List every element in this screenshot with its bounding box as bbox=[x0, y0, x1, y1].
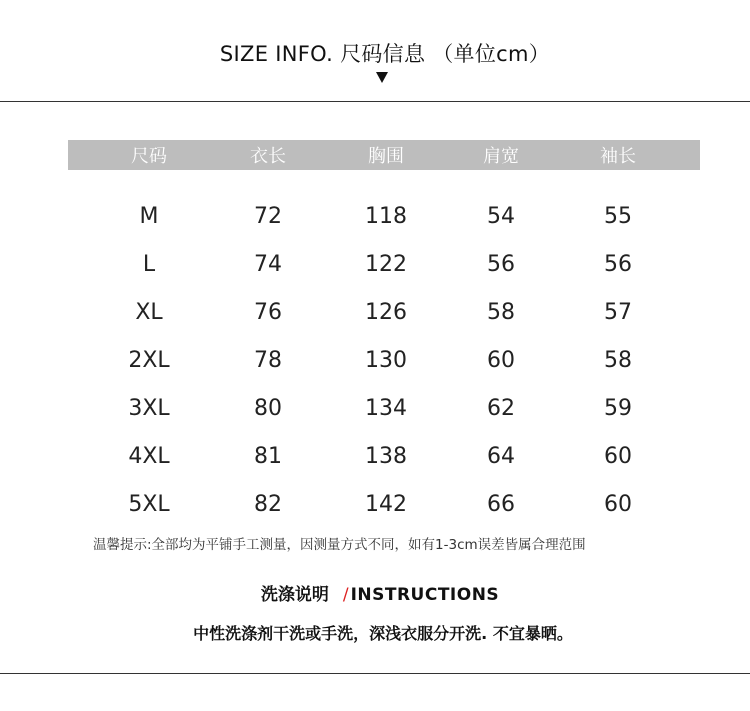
table-row bbox=[68, 192, 700, 240]
table-row bbox=[68, 384, 700, 432]
column-header-sleeve: 袖长 bbox=[600, 146, 636, 167]
size-cell: L bbox=[142, 251, 156, 277]
size-cell: M bbox=[139, 203, 159, 229]
shoulder-cell: 60 bbox=[487, 347, 515, 373]
shoulder-cell: 62 bbox=[487, 395, 515, 421]
shoulder-cell: 64 bbox=[487, 443, 515, 469]
chest-cell: 130 bbox=[365, 347, 407, 373]
washing-title-en: INSTRUCTIONS bbox=[350, 585, 500, 605]
sleeve-cell: 59 bbox=[604, 395, 632, 421]
washing-title bbox=[0, 580, 750, 605]
shoulder-cell: 56 bbox=[487, 251, 515, 277]
size-cell: 2XL bbox=[128, 347, 170, 373]
shoulder-cell: 58 bbox=[487, 299, 515, 325]
sleeve-cell: 57 bbox=[604, 299, 632, 325]
size-cell: XL bbox=[135, 299, 163, 325]
column-header-shoulder: 肩宽 bbox=[483, 146, 519, 167]
shoulder-cell: 54 bbox=[487, 203, 515, 229]
sleeve-cell: 58 bbox=[604, 347, 632, 373]
table-row bbox=[68, 336, 700, 384]
sleeve-cell: 55 bbox=[604, 203, 632, 229]
length-cell: 82 bbox=[254, 491, 282, 517]
length-cell: 80 bbox=[254, 395, 282, 421]
length-cell: 74 bbox=[254, 251, 282, 277]
size-cell: 5XL bbox=[128, 491, 170, 517]
washing-instructions: 中性洗涤剂干洗或手洗，深浅衣服分开洗. 不宜暴晒。 bbox=[193, 624, 573, 643]
size-table-header bbox=[68, 140, 700, 170]
bottom-divider bbox=[0, 673, 750, 674]
length-cell: 76 bbox=[254, 299, 282, 325]
chest-cell: 126 bbox=[365, 299, 407, 325]
chest-cell: 138 bbox=[365, 443, 407, 469]
length-cell: 78 bbox=[254, 347, 282, 373]
down-arrow-icon bbox=[376, 72, 388, 83]
size-cell: 3XL bbox=[128, 395, 170, 421]
size-cell: 4XL bbox=[128, 443, 170, 469]
sleeve-cell: 56 bbox=[604, 251, 632, 277]
size-table bbox=[68, 140, 700, 528]
length-cell: 72 bbox=[254, 203, 282, 229]
table-row bbox=[68, 288, 700, 336]
column-header-length: 衣长 bbox=[250, 146, 286, 167]
washing-title-cn: 洗涤说明 bbox=[260, 585, 329, 605]
measurement-note: 温馨提示:全部均为平铺手工测量，因测量方式不同，如有1-3cm误差皆属合理范围 bbox=[93, 537, 586, 553]
column-header-size: 尺码 bbox=[131, 146, 167, 167]
washing-title-slash: / bbox=[342, 585, 349, 605]
chest-cell: 142 bbox=[365, 491, 407, 517]
table-row bbox=[68, 240, 700, 288]
size-table-body bbox=[68, 192, 700, 528]
chest-cell: 134 bbox=[365, 395, 407, 421]
sleeve-cell: 60 bbox=[604, 443, 632, 469]
chest-cell: 122 bbox=[365, 251, 407, 277]
table-row bbox=[68, 432, 700, 480]
table-row bbox=[68, 480, 700, 528]
column-header-chest: 胸围 bbox=[368, 146, 404, 167]
length-cell: 81 bbox=[254, 443, 282, 469]
sleeve-cell: 60 bbox=[604, 491, 632, 517]
top-divider bbox=[0, 101, 750, 102]
page-title: SIZE INFO. 尺码信息 （单位cm） bbox=[219, 42, 551, 66]
shoulder-cell: 66 bbox=[487, 491, 515, 517]
chest-cell: 118 bbox=[365, 203, 407, 229]
